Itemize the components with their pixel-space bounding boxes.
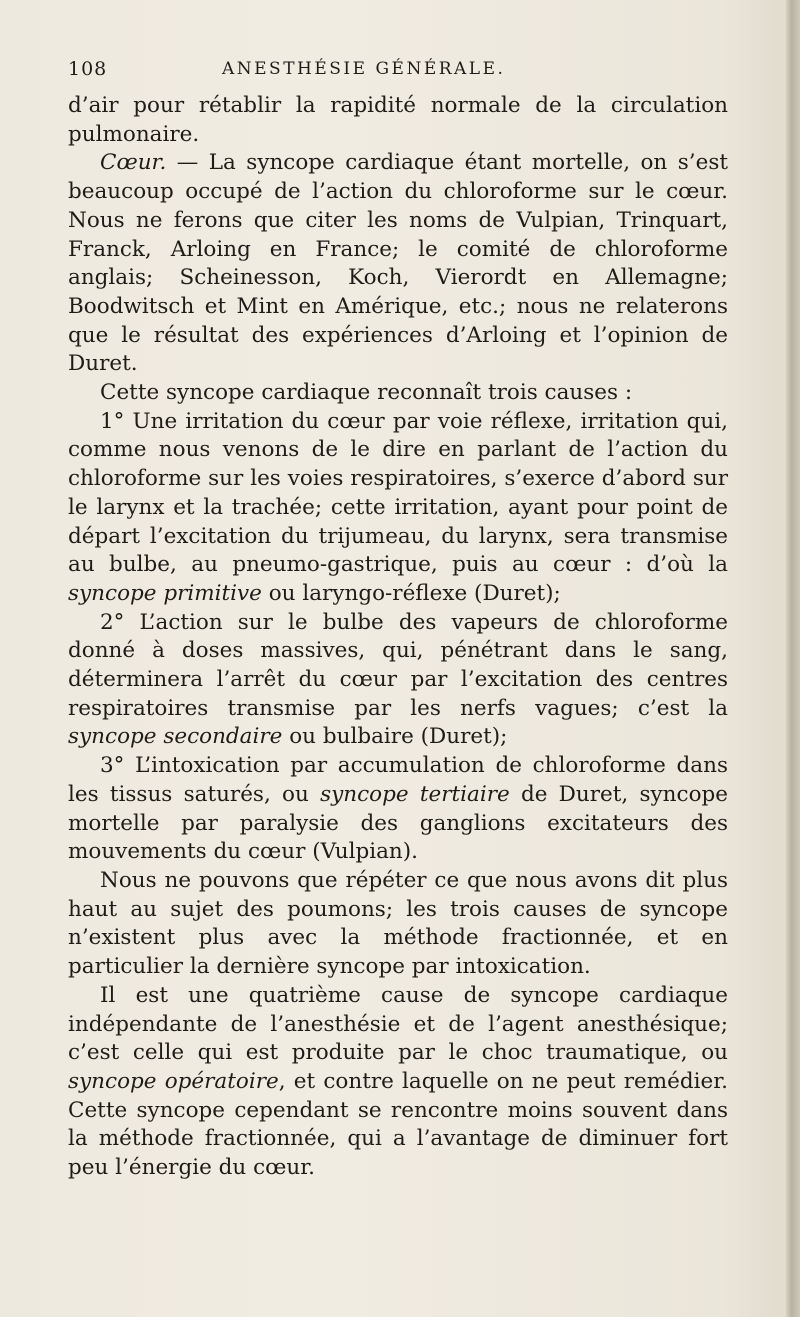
italic-term: syncope opératoire: [68, 1068, 279, 1094]
running-head: ANESTHÉSIE GÉNÉRALE.: [222, 59, 506, 79]
text-segment: 1° Une irritation du cœur par voie réflexe, irritation qui, comme nous venons de le dire en parlant de l’action du chloroforme sur les voies respiratoires, s’exerce d’abord sur le larynx et la trachée; cette irritation, ayant pour point de départ l’excitation du trijumeau, du larynx, sera transmise au bulbe, au pneumo-gastrique, puis au cœur : d’où la: [68, 408, 728, 578]
italic-term: syncope primitive: [68, 580, 262, 606]
text-segment: de Duret, syncope mortelle par paralysie des ganglions excitateurs des mouvements du cœur (Vulpian).: [68, 781, 728, 865]
text-segment: 3° L’intoxication par accumulation de chloroforme dans les tissus saturés, ou: [68, 753, 728, 807]
body-text: [68, 92, 728, 1183]
paragraph: [68, 149, 728, 379]
italic-term: syncope secondaire: [68, 724, 283, 750]
paragraph: [68, 982, 728, 1183]
text-segment: , et contre laquelle on ne peut remédier. Cette syncope cependant se rencontre moins souvent dans la méthode fractionnée, qui a l’avantage de diminuer fort peu l’énergie du cœur.: [68, 1068, 728, 1181]
text-segment: Nous ne pouvons que répéter ce que nous avons dit plus haut au sujet des poumons; les trois causes de syncope n’existent plus avec la méthode fractionnée, et en particulier la dernière syncope par intoxication.: [68, 867, 728, 980]
section-heading-coeur: Cœur.: [100, 150, 167, 176]
text-segment: ou bulbaire (Duret);: [282, 724, 508, 750]
paragraph: [68, 379, 728, 408]
italic-term: syncope tertiaire: [320, 781, 510, 807]
text-segment: 2° L’action sur le bulbe des vapeurs de chloroforme donné à doses massives, qui, pénétrant dans le sang, déterminera l’arrêt du cœur par l’excitation des centres respiratoires transmise par les nerfs vagues; c’est la: [68, 609, 728, 721]
paragraph: [68, 752, 728, 867]
paragraph: [68, 609, 728, 753]
text-segment: Il est une quatrième cause de syncope cardiaque indépendante de l’anesthésie et de l’agent anesthésique; c’est celle qui est produite par le choc traumatique, ou: [68, 982, 728, 1066]
text-segment: ou laryngo-réflexe (Duret);: [261, 580, 561, 606]
page-edge-shadow: [786, 0, 800, 1317]
paragraph: [68, 92, 728, 149]
page-number: 108: [68, 58, 108, 80]
page-header: [68, 58, 723, 84]
text-segment: d’air pour rétablir la rapidité normale de la circulation pulmonaire.: [68, 93, 728, 147]
text-segment: Cette syncope cardiaque reconnaît trois causes :: [100, 380, 633, 406]
paragraph: [68, 867, 728, 982]
text-segment: — La syncope cardiaque étant mortelle, on s’est beaucoup occupé de l’action du chloroforme sur le cœur. Nous ne ferons que citer les noms de Vulpian, Trinquart, Franck, Arloing en France; le comité de chloroforme anglais; Scheinesson, Koch, Vierordt en Allemagne; Boodwitsch et Mint en Amérique, etc.; nous ne relaterons que le résultat des expériences d’Arloing et l’opinion de Duret.: [68, 150, 728, 377]
paragraph: [68, 408, 728, 609]
